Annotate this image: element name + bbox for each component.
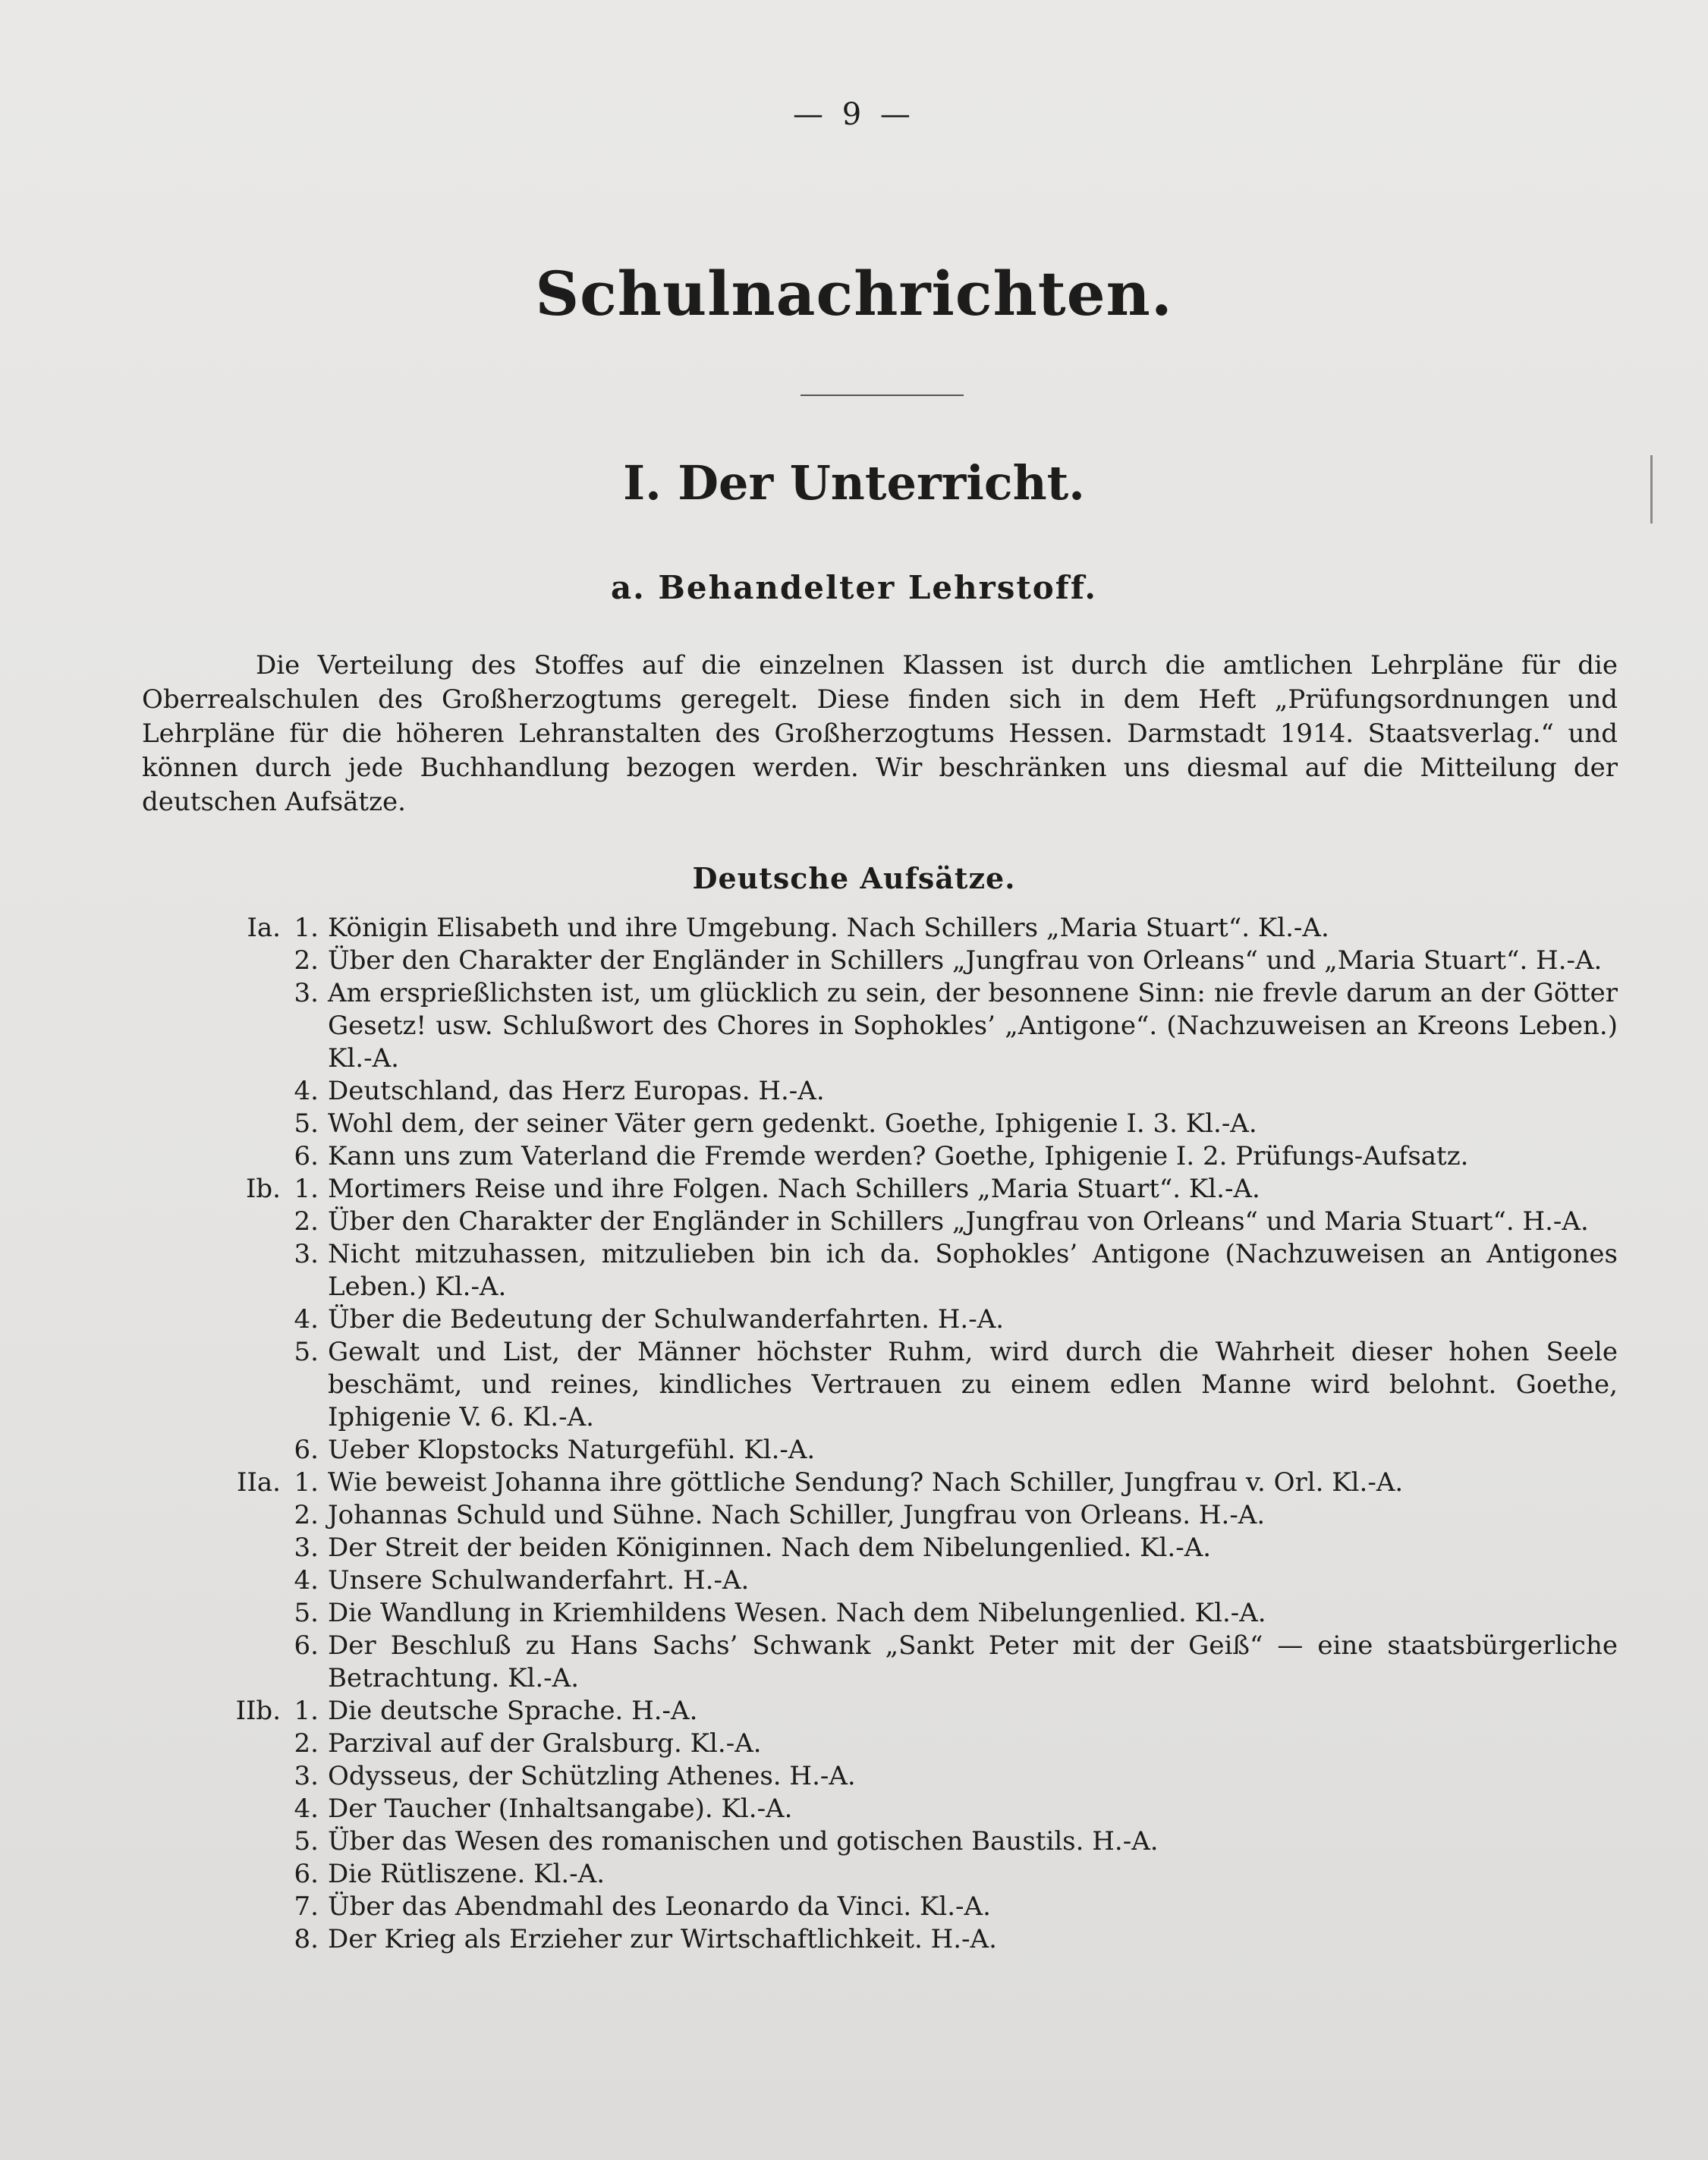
- section-heading: I. Der Unterricht.: [623, 455, 1085, 511]
- essay-text: Königin Elisabeth und ihre Umgebung. Nach Schillers „Maria Stuart“. Kl.-A.: [328, 913, 1329, 943]
- item-number: 3.: [294, 978, 319, 1008]
- essay-text: Der Beschluß zu Hans Sachs’ Schwank „Sankt Peter mit der Geiß“ — eine staatsbürgerliche Betrachtung. Kl.-A.: [328, 1630, 1618, 1693]
- item-number: 4.: [294, 1076, 319, 1106]
- item-number: 5.: [294, 1826, 319, 1857]
- essay-text: Deutschland, das Herz Europas. H.-A.: [328, 1076, 825, 1106]
- essay-item: [0, 945, 1708, 977]
- item-number: 3.: [294, 1533, 319, 1563]
- essay-text: Ueber Klopstocks Naturgefühl. Kl.-A.: [328, 1435, 816, 1465]
- essay-text: Kann uns zum Vaterland die Fremde werden? Goethe, Iphigenie I. 2. Prüfungs-Aufsatz.: [328, 1141, 1469, 1171]
- essay-item: [0, 1728, 1708, 1760]
- essay-text: Am ersprießlichsten ist, um glücklich zu sein, der besonnene Sinn: nie frevle darum an der Götter Gesetz! usw. Schlußwort des Chores in Sophokles’ „Antigone“. (Nachzuweisen an Kreons Leben.) Kl.-A.: [328, 978, 1618, 1074]
- essay-item: [0, 1858, 1708, 1891]
- essay-item: [0, 1238, 1708, 1303]
- item-number: 4.: [294, 1794, 319, 1824]
- essay-item: [0, 1825, 1708, 1858]
- essay-item: [0, 1499, 1708, 1532]
- essay-item: [0, 1206, 1708, 1238]
- item-number: 5.: [294, 1598, 319, 1628]
- item-number: 2.: [294, 1500, 319, 1530]
- item-number: 6.: [294, 1630, 319, 1661]
- essay-item: [0, 912, 1708, 945]
- essay-text: Odysseus, der Schützling Athenes. H.-A.: [328, 1761, 856, 1791]
- item-number: 2.: [294, 1206, 319, 1237]
- essay-text: Wohl dem, der seiner Väter gern gedenkt. Goethe, Iphigenie I. 3. Kl.-A.: [328, 1108, 1257, 1139]
- essay-text: Johannas Schuld und Sühne. Nach Schiller, Jungfrau von Orleans. H.-A.: [328, 1500, 1266, 1530]
- item-number: 1.: [294, 1467, 319, 1498]
- item-number: 6.: [294, 1859, 319, 1889]
- essay-text: Über den Charakter der Engländer in Schillers „Jungfrau von Orleans“ und Maria Stuart“. H.-A.: [328, 1206, 1589, 1237]
- essay-text: Nicht mitzuhassen, mitzulieben bin ich da. Sophokles’ Antigone (Nachzuweisen an Antigones Leben.) Kl.-A.: [328, 1239, 1618, 1302]
- essay-item: [0, 1532, 1708, 1564]
- essays-heading: Deutsche Aufsätze.: [692, 861, 1016, 895]
- essay-item: [0, 1303, 1708, 1336]
- essay-item: [0, 1564, 1708, 1597]
- item-number: 2.: [294, 1728, 319, 1759]
- essay-item: [0, 1695, 1708, 1728]
- essay-item: [0, 1075, 1708, 1108]
- item-number: 5.: [294, 1337, 319, 1367]
- essay-text: Der Streit der beiden Königinnen. Nach dem Nibelungenlied. Kl.-A.: [328, 1533, 1212, 1563]
- essay-item: [0, 1467, 1708, 1499]
- essay-text: Parzival auf der Gralsburg. Kl.-A.: [328, 1728, 762, 1759]
- essay-item: [0, 1336, 1708, 1434]
- essay-item: [0, 1173, 1708, 1206]
- intro-paragraph: Die Verteilung des Stoffes auf die einzelnen Klassen ist durch die amtlichen Lehrpläne für die Oberrealschulen des Großherzogtums geregelt. Diese finden sich in dem Heft „Prüfungsordnungen und Lehrpläne für die höheren Lehranstalten des Großherzogtums Hessen. Darmstadt 1914. Staatsverlag.“ und können durch jede Buchhandlung bezogen werden. Wir beschränken uns diesmal auf die Mitteilung der deutschen Aufsätze.: [142, 650, 1618, 817]
- essay-item: [0, 1793, 1708, 1825]
- essay-item: [0, 1760, 1708, 1793]
- essay-text: Mortimers Reise und ihre Folgen. Nach Schillers „Maria Stuart“. Kl.-A.: [328, 1174, 1260, 1204]
- essay-text: Der Taucher (Inhaltsangabe). Kl.-A.: [328, 1794, 793, 1824]
- essay-text: Über den Charakter der Engländer in Schillers „Jungfrau von Orleans“ und „Maria Stuart“. H.-A.: [328, 945, 1603, 976]
- essay-item: [0, 1108, 1708, 1140]
- class-label: IIa.: [237, 1467, 281, 1498]
- essay-item: [0, 1891, 1708, 1923]
- essay-item: [0, 1923, 1708, 1956]
- essay-text: Unsere Schulwanderfahrt. H.-A.: [328, 1565, 750, 1596]
- item-number: 5.: [294, 1108, 319, 1139]
- class-label: IIb.: [235, 1696, 281, 1726]
- class-label: Ia.: [247, 913, 281, 943]
- essay-item: [0, 1434, 1708, 1467]
- essay-text: Die Wandlung in Kriemhildens Wesen. Nach dem Nibelungenlied. Kl.-A.: [328, 1598, 1266, 1628]
- page-number: — 9 —: [793, 97, 915, 132]
- essay-text: Die deutsche Sprache. H.-A.: [328, 1696, 698, 1726]
- item-number: 2.: [294, 945, 319, 976]
- item-number: 1.: [294, 1696, 319, 1726]
- essay-text: Die Rütliszene. Kl.-A.: [328, 1859, 606, 1889]
- page-title: Schulnachrichten.: [535, 258, 1173, 329]
- essay-text: Der Krieg als Erzieher zur Wirtschaftlichkeit. H.-A.: [328, 1924, 997, 1954]
- essay-text: Gewalt und List, der Männer höchster Ruhm, wird durch die Wahrheit dieser hohen Seele beschämt, und reines, kindliches Vertrauen zu einem edlen Manne wird belohnt. Goethe, Iphigenie V. 6. Kl.-A.: [328, 1337, 1618, 1432]
- subsection-heading: a. Behandelter Lehrstoff.: [610, 569, 1098, 606]
- item-number: 4.: [294, 1565, 319, 1596]
- essay-item: [0, 977, 1708, 1075]
- essay-text: Über das Wesen des romanischen und gotischen Baustils. H.-A.: [328, 1826, 1159, 1857]
- essay-list: [0, 912, 1708, 1956]
- essay-text: Wie beweist Johanna ihre göttliche Sendung? Nach Schiller, Jungfrau v. Orl. Kl.-A.: [328, 1467, 1404, 1498]
- margin-mark: [1650, 455, 1653, 523]
- essay-text: Über das Abendmahl des Leonardo da Vinci. Kl.-A.: [328, 1891, 991, 1922]
- item-number: 7.: [294, 1891, 319, 1922]
- item-number: 3.: [294, 1239, 319, 1269]
- title-divider: [801, 395, 964, 396]
- class-label: Ib.: [245, 1174, 281, 1204]
- item-number: 6.: [294, 1141, 319, 1171]
- essay-text: Über die Bedeutung der Schulwanderfahrten. H.-A.: [328, 1304, 1005, 1335]
- item-number: 8.: [294, 1924, 319, 1954]
- essay-item: [0, 1140, 1708, 1173]
- item-number: 6.: [294, 1435, 319, 1465]
- item-number: 1.: [294, 913, 319, 943]
- essay-item: [0, 1630, 1708, 1695]
- item-number: 3.: [294, 1761, 319, 1791]
- item-number: 4.: [294, 1304, 319, 1335]
- essay-item: [0, 1597, 1708, 1630]
- item-number: 1.: [294, 1174, 319, 1204]
